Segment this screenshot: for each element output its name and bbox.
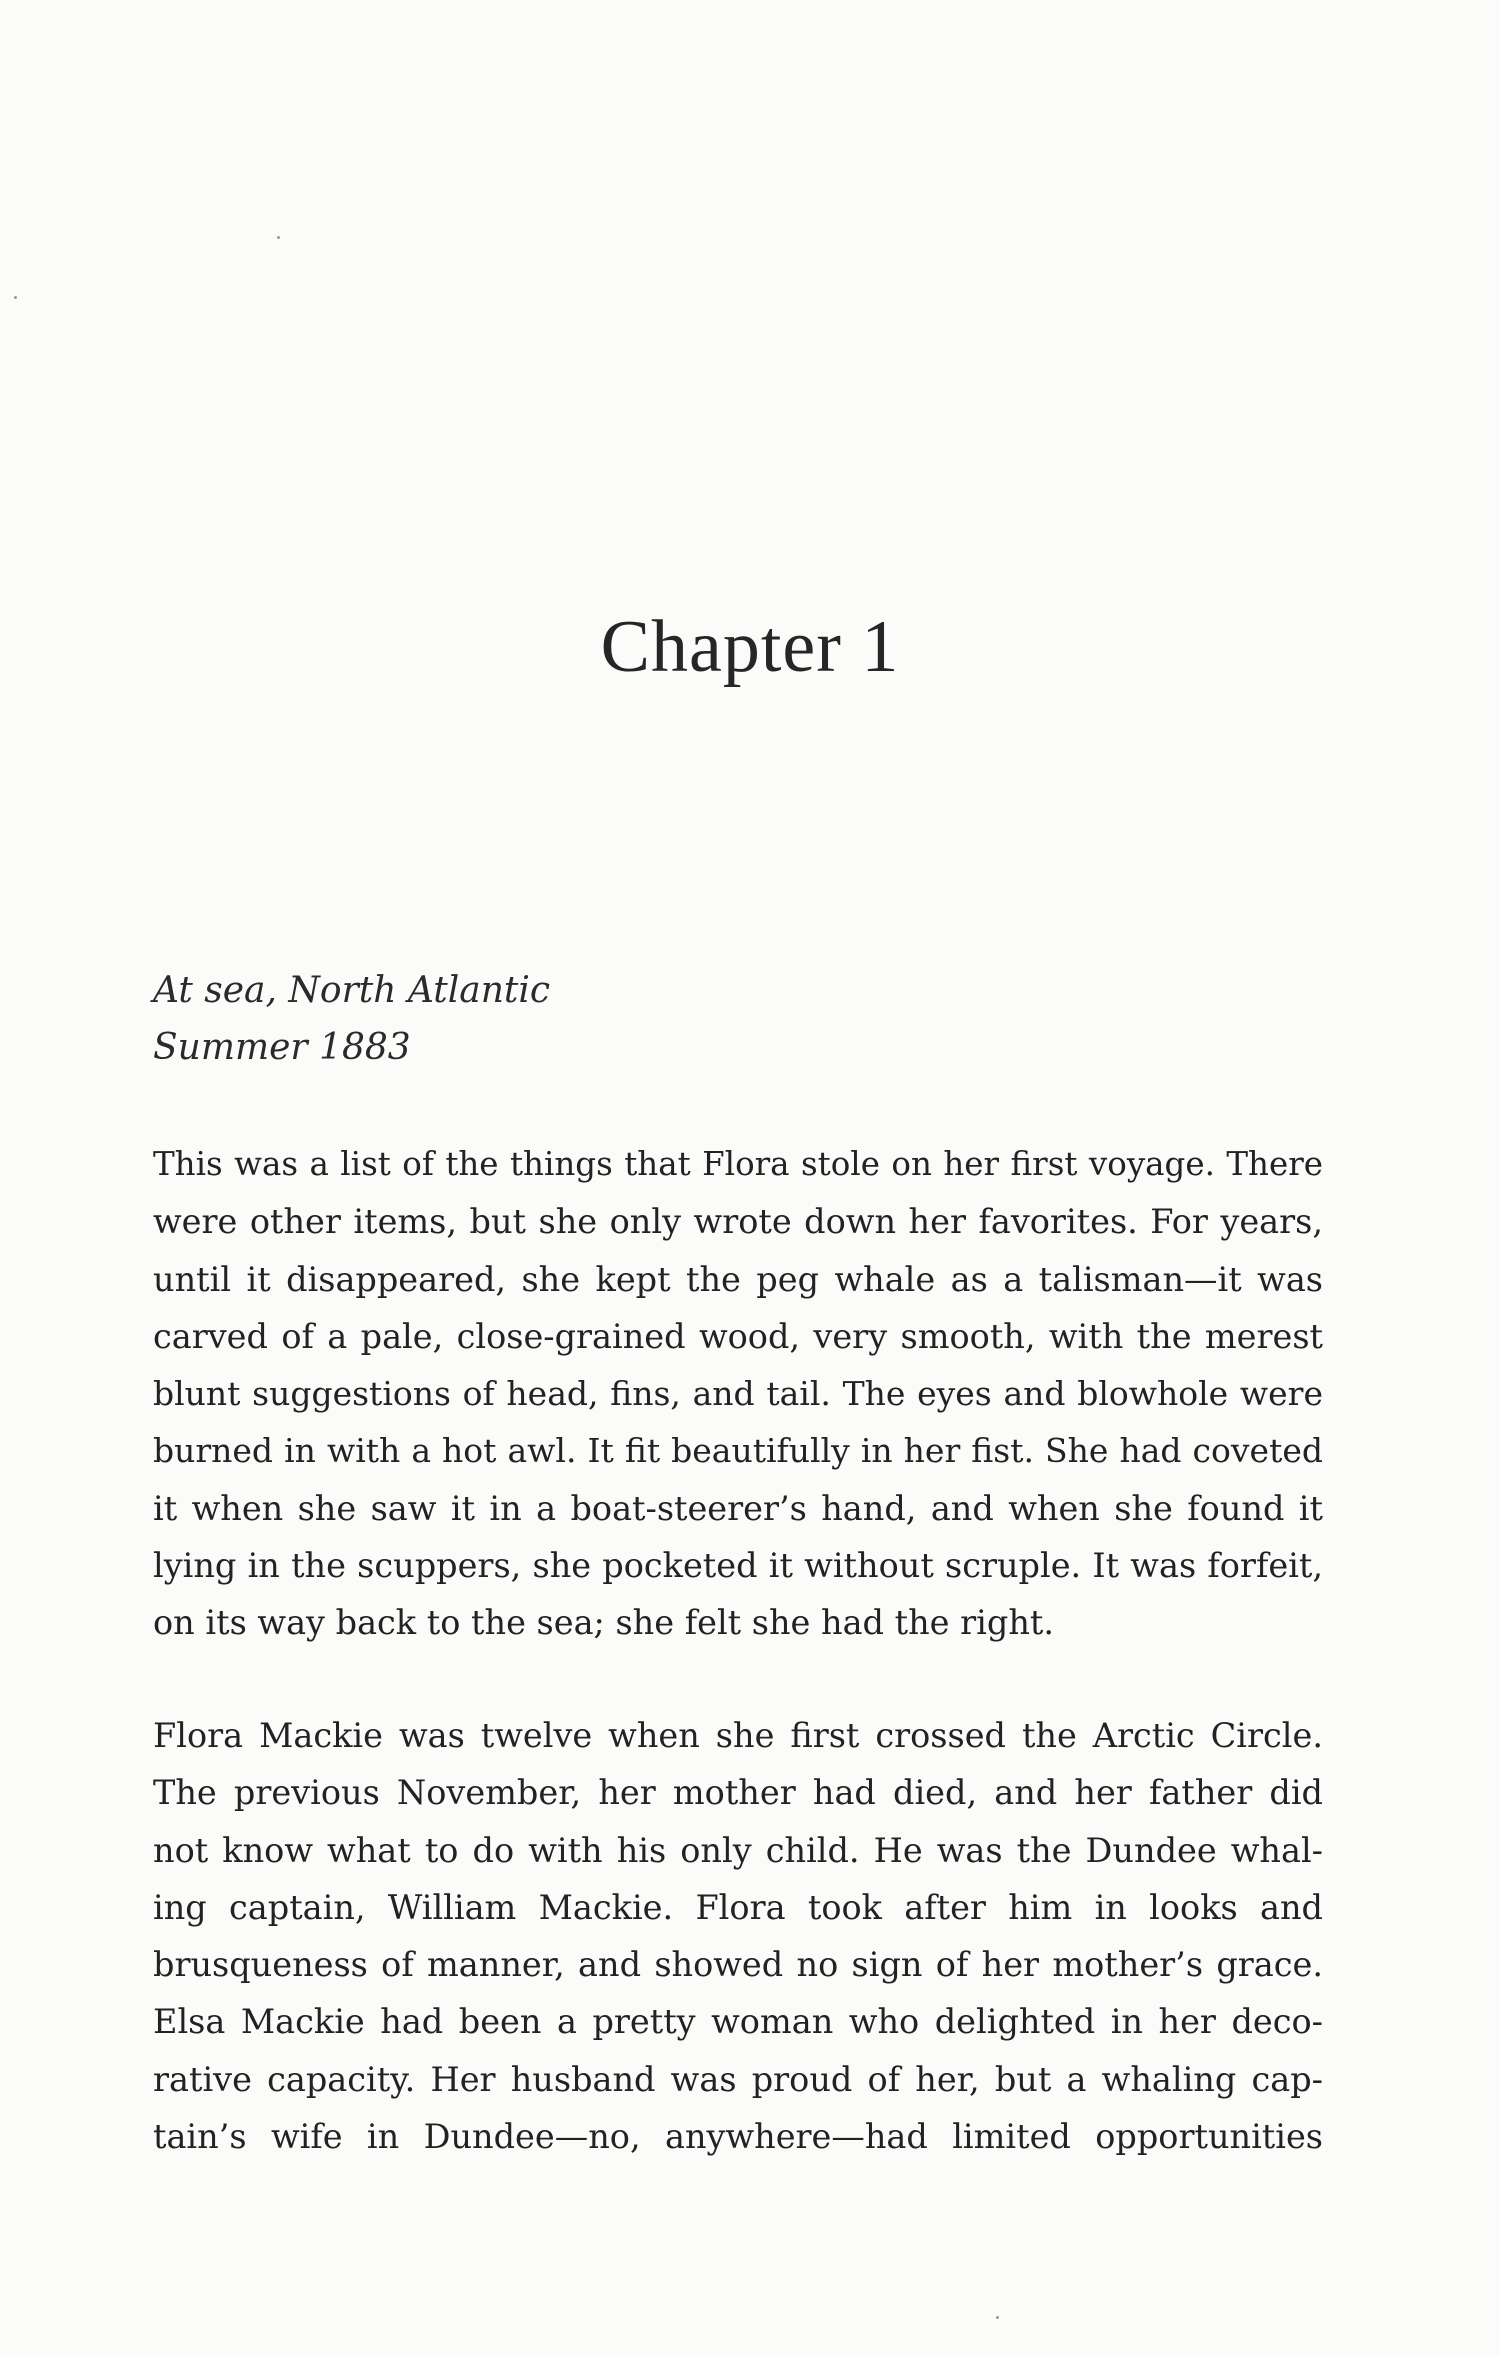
scan-speck: [277, 236, 280, 239]
dateline: [153, 962, 550, 1076]
text-line: Elsa Mackie had been a pretty woman who delighted in her deco-: [153, 2002, 1323, 2042]
dateline-place: At sea, North Atlantic: [153, 970, 551, 1011]
text-line: burned in with a hot awl. It fit beautifully in her fist. She had coveted: [153, 1431, 1323, 1471]
text-line: until it disappeared, she kept the peg whale as a talisman—it was: [153, 1259, 1323, 1299]
text-line: rative capacity. Her husband was proud of her, but a whaling cap-: [153, 2059, 1323, 2099]
text-line: brusqueness of manner, and showed no sign of her mother’s grace.: [153, 1945, 1323, 1985]
text-line: ing captain, William Mackie. Flora took after him in looks and: [153, 1887, 1323, 1927]
text-line: The previous November, her mother had died, and her father did: [153, 1773, 1323, 1813]
chapter-title: Chapter 1: [600, 606, 900, 688]
text-line: blunt suggestions of head, fins, and tail. The eyes and blowhole were: [153, 1374, 1323, 1414]
text-line: lying in the scuppers, she pocketed it without scruple. It was forfeit,: [153, 1546, 1323, 1586]
paragraph-1: [153, 1136, 1323, 1652]
text-line: were other items, but she only wrote down her favorites. For years,: [153, 1202, 1323, 1242]
text-line: Flora Mackie was twelve when she first crossed the Arctic Circle.: [153, 1716, 1323, 1755]
scan-speck: [996, 2316, 999, 2319]
text-line: on its way back to the sea; she felt she had the right.: [153, 1603, 1055, 1643]
paragraph-2: [153, 1707, 1323, 2165]
scan-speck: [14, 296, 17, 299]
text-line: it when she saw it in a boat-steerer’s hand, and when she found it: [153, 1488, 1323, 1528]
dateline-time: Summer 1883: [153, 1027, 411, 1068]
text-line: carved of a pale, close-grained wood, very smooth, with the merest: [153, 1316, 1323, 1356]
text-line: not know what to do with his only child. He was the Dundee whal-: [153, 1830, 1323, 1870]
text-line: tain’s wife in Dundee—no, anywhere—had limited opportunities: [153, 2117, 1323, 2157]
text-line: This was a list of the things that Flora stole on her first voyage. There: [153, 1145, 1323, 1183]
